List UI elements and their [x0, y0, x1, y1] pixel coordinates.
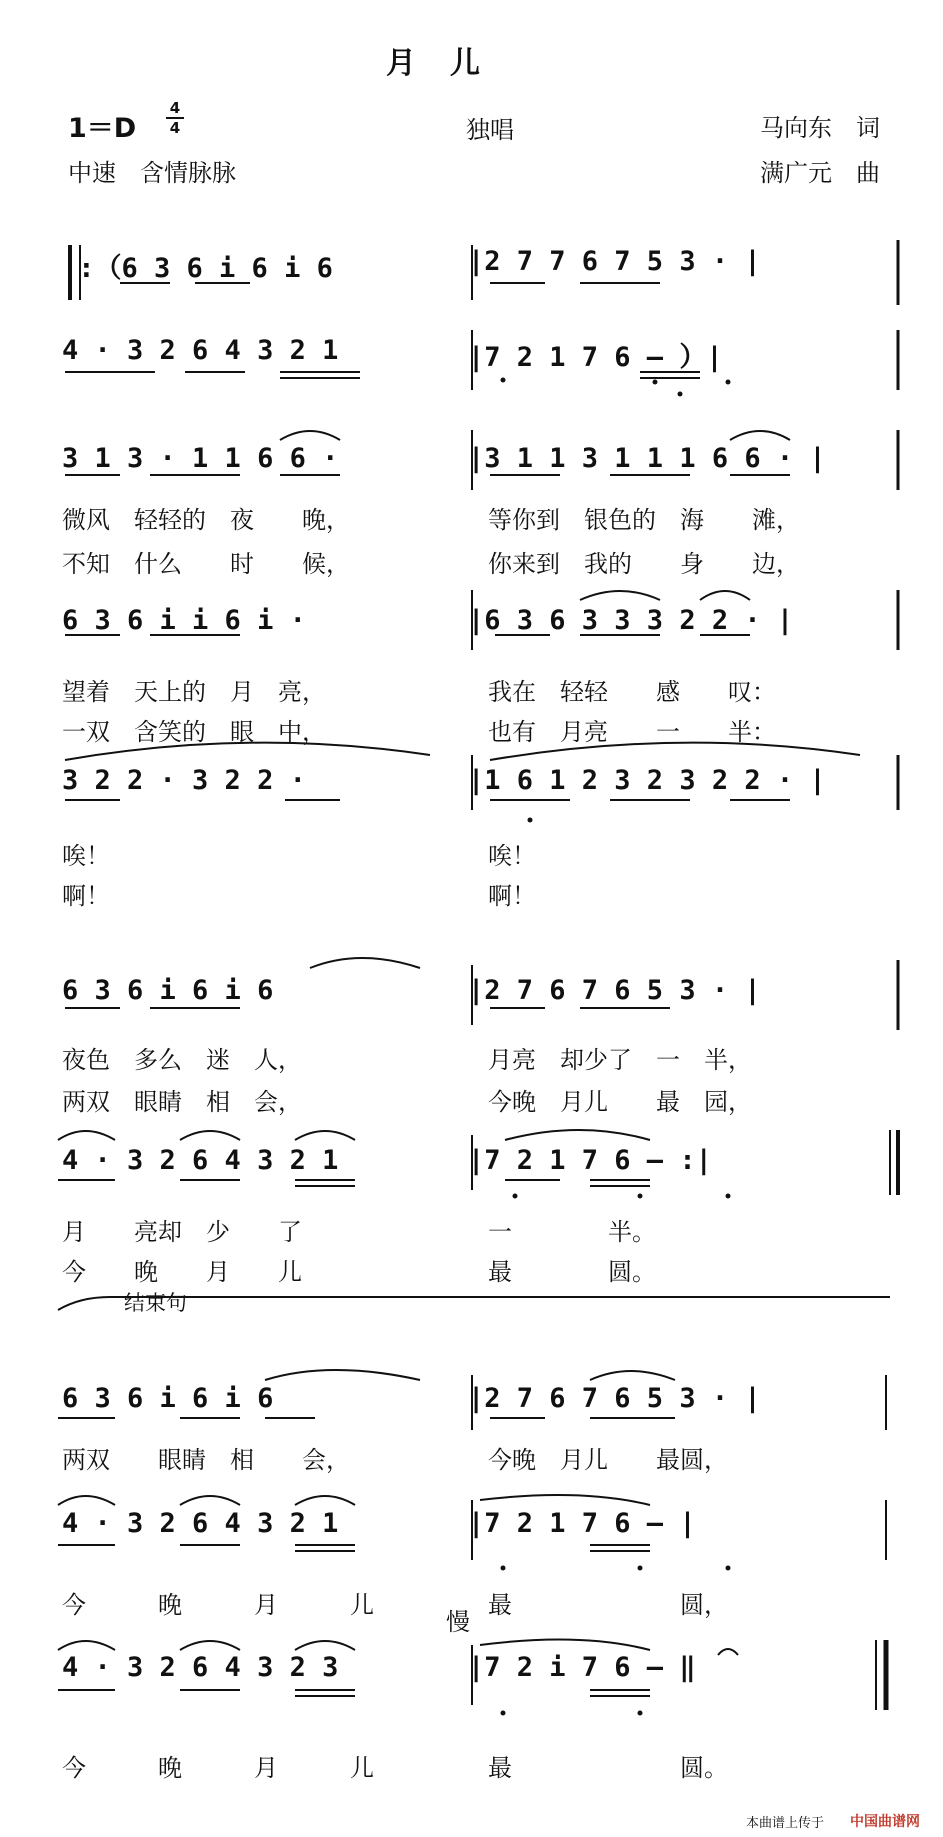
lyric-line: 我在 轻轻 感 叹： — [488, 678, 776, 706]
lyric-line: 最 圆， — [488, 1591, 728, 1619]
notation-right: |7 2 1 7 6 — | — [468, 1508, 696, 1539]
notation-right: |2 7 6 7 6 5 3 · | — [468, 1383, 761, 1414]
lyric-line: 唉！ — [62, 842, 110, 870]
notation-left: 3 2 2 · 3 2 2 · — [62, 765, 306, 796]
notation-right: |7 2 i 7 6 — ‖ — [468, 1652, 696, 1683]
ending-section-label: 结束句 — [118, 1287, 193, 1317]
notation-left: 6 3 6 i i 6 i · — [62, 605, 306, 636]
key-signature: 1＝D — [68, 113, 137, 144]
lyric-line: 两双 眼睛 相 会， — [62, 1088, 302, 1116]
notation-left: 4 · 3 2 6 4 3 2 1 — [62, 1145, 339, 1176]
notation-left: 4 · 3 2 6 4 3 2 1 — [62, 1508, 339, 1539]
lyric-line: 也有 月亮 一 半： — [488, 718, 776, 746]
lyric-line: 你来到 我的 身 边， — [488, 550, 800, 578]
notation-right: |7 2 1 7 6 — :| — [468, 1145, 712, 1176]
lyric-line: 今晚 月儿 最圆， — [488, 1446, 728, 1474]
footer-upload-text: 本曲谱上传于 — [746, 1816, 825, 1831]
notation-right: |6 3 6 3 3 3 2 2 · | — [468, 605, 794, 636]
time-sig-bottom: 4 — [169, 119, 181, 137]
lyric-line: 最 圆。 — [488, 1258, 656, 1286]
notation-left: 3 1 3 · 1 1 6 6 · — [62, 443, 339, 474]
notation-right: |3 1 1 3 1 1 1 6 6 · | — [468, 443, 826, 474]
notation-left: 4 · 3 2 6 4 3 2 1 — [62, 335, 339, 366]
lyric-line: 今 晚 月 儿 — [62, 1754, 374, 1782]
lyric-line: 等你到 银色的 海 滩， — [488, 506, 800, 534]
notation-right: |2 7 7 6 7 5 3 · | — [468, 246, 761, 277]
lyric-line: 两双 眼睛 相 会， — [62, 1446, 350, 1474]
lyric-line: 夜色 多么 迷 人， — [62, 1046, 302, 1074]
lyric-line: 月亮 却少了 一 半， — [488, 1046, 752, 1074]
notation-left: 6 3 6 i 6 i 6 — [62, 1383, 274, 1414]
lyric-line: 微风 轻轻的 夜 晚， — [62, 506, 350, 534]
footer-site-name: 中国曲谱网 — [850, 1814, 920, 1830]
lyric-line: 月 亮却 少 了 — [62, 1218, 302, 1246]
tempo-slow-marking: 慢 — [446, 1608, 470, 1636]
lyric-line: 今 晚 月 儿 — [62, 1591, 374, 1619]
lyric-line: 望着 天上的 月 亮， — [62, 678, 326, 706]
lyric-line: 啊！ — [488, 882, 536, 910]
lyric-line: 今晚 月儿 最 园， — [488, 1088, 752, 1116]
notation-right: |2 7 6 7 6 5 3 · | — [468, 975, 761, 1006]
notation-left: |:（6 3 6 i 6 i 6 — [62, 253, 333, 284]
tempo-marking: 中速 含情脉脉 — [68, 159, 236, 187]
lyric-line: 最 圆。 — [488, 1754, 728, 1782]
song-title: 月儿 — [386, 46, 514, 81]
lyric-line: 今 晚 月 儿 — [62, 1258, 302, 1286]
time-sig-top: 4 — [169, 99, 181, 117]
notation-left: 4 · 3 2 6 4 3 2 3 — [62, 1652, 339, 1683]
notation-right: |1 6 1 2 3 2 3 2 2 · | — [468, 765, 826, 796]
lyric-line: 一 半。 — [488, 1218, 656, 1246]
lyric-line: 一双 含笑的 眼 中， — [62, 718, 326, 746]
section-rule — [58, 1297, 890, 1310]
notation-right: |7 2 1 7 6 — ）| — [468, 342, 723, 373]
performance-type: 独唱 — [466, 116, 514, 144]
lyric-line: 不知 什么 时 候， — [62, 550, 350, 578]
lyric-line: 唉！ — [488, 842, 536, 870]
composer-credit: 满广元 曲 — [760, 159, 880, 187]
lyric-line: 啊！ — [62, 882, 110, 910]
lyricist-credit: 马向东 词 — [760, 114, 880, 142]
notation-left: 6 3 6 i 6 i 6 — [62, 975, 274, 1006]
